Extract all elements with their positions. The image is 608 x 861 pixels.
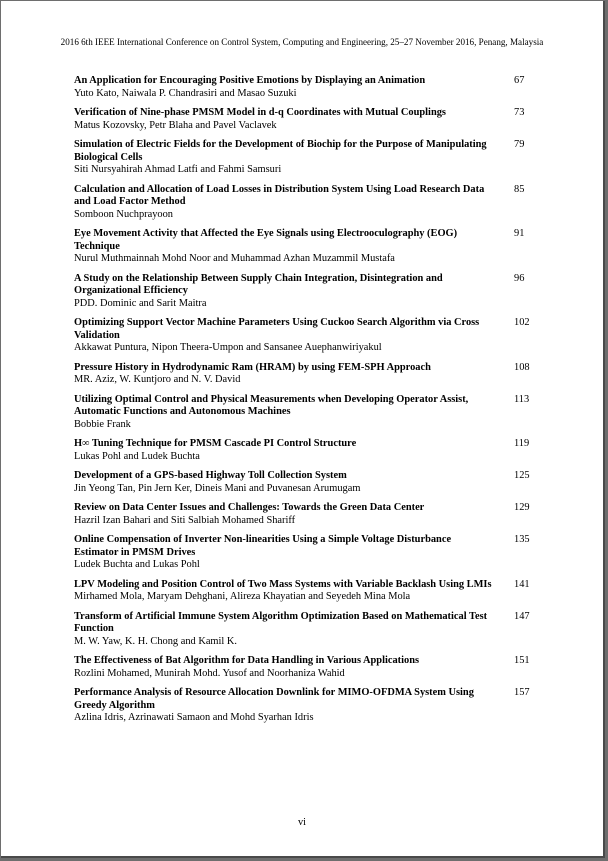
toc-entry-authors: Matus Kozovsky, Petr Blaha and Pavel Vaclavek — [74, 119, 277, 131]
toc-entry-page-number: 129 — [514, 502, 530, 513]
toc-entry-page-number: 85 — [514, 183, 525, 195]
toc-entry — [74, 317, 534, 355]
toc-entry — [74, 394, 534, 432]
toc-entry — [74, 75, 534, 100]
toc-entry — [74, 139, 534, 177]
toc-entry-title: Eye Movement Activity that Affected the Eye Signals using Electrooculography (EOG) Technique — [74, 228, 458, 252]
toc-entry-authors: MR. Aziz, W. Kuntjoro and N. V. David — [74, 374, 241, 385]
toc-entry — [74, 273, 534, 311]
toc-entry-title: Transform of Artificial Immune System Algorithm Optimization Based on Mathematical Test Function — [74, 610, 488, 634]
toc-entry-title: LPV Modeling and Position Control of Two Mass Systems with Variable Backlash Using LMIs — [74, 578, 492, 590]
toc-entry-authors: Yuto Kato, Naiwala P. Chandrasiri and Masao Suzuki — [74, 87, 297, 99]
toc-entry-page-number: 113 — [514, 393, 530, 405]
toc-entry-title: An Application for Encouraging Positive Emotions by Displaying an Animation — [74, 75, 426, 86]
toc-entry-page-number: 157 — [514, 687, 530, 698]
toc-entry-page-number: 151 — [514, 655, 530, 666]
toc-entry-title: Performance Analysis of Resource Allocation Downlink for MIMO-OFDMA System Using Greedy Algorithm — [74, 687, 474, 711]
toc-entry-page-number: 108 — [514, 361, 530, 373]
toc-entry-page-number: 141 — [514, 578, 530, 590]
toc-entry-authors: Siti Nursyahirah Ahmad Latfi and Fahmi Samsuri — [74, 164, 282, 175]
toc-entry-page-number: 147 — [514, 610, 530, 622]
conference-header: 2016 6th IEEE International Conference on Control System, Computing and Engineering, 25–27 November 2016, Penang, Malaysia — [60, 37, 544, 47]
toc-entry-page-number: 67 — [514, 75, 525, 86]
toc-entry — [74, 534, 534, 572]
toc-entry — [74, 655, 534, 680]
toc-entry-title: The Effectiveness of Bat Algorithm for Data Handling in Various Applications — [74, 655, 420, 666]
toc-entry — [74, 611, 534, 649]
toc-entry-authors: Lukas Pohl and Ludek Buchta — [74, 450, 200, 462]
toc-entry-title: Online Compensation of Inverter Non-linearities Using a Simple Voltage Disturbance Estimator in PMSM Drives — [74, 534, 452, 558]
toc-entry — [74, 470, 534, 495]
toc-entry-authors: Hazril Izan Bahari and Siti Salbiah Mohamed Shariff — [74, 514, 296, 526]
page-number: vi — [297, 817, 307, 828]
toc-entry — [74, 362, 534, 387]
toc-entry — [74, 228, 534, 266]
toc-entry — [74, 184, 534, 222]
toc-entry-page-number: 73 — [514, 107, 525, 118]
toc-entry-page-number: 102 — [514, 317, 530, 328]
toc-entry — [74, 579, 534, 604]
toc-entry-authors: Akkawat Puntura, Nipon Theera-Umpon and Sansanee Auephanwiriyakul — [74, 342, 382, 353]
toc-entry-title: Optimizing Support Vector Machine Parameters Using Cuckoo Search Algorithm via Cross Validation — [74, 317, 480, 341]
toc-entry — [74, 502, 534, 527]
toc-entry-title: Calculation and Allocation of Load Losses in Distribution System Using Load Research Data and Load Factor Method — [74, 183, 485, 207]
toc-entry-page-number: 96 — [514, 272, 525, 284]
toc-entry-page-number: 135 — [514, 534, 530, 545]
toc-entry — [74, 107, 534, 132]
toc-entry-authors: Rozlini Mohamed, Munirah Mohd. Yusof and Noorhaniza Wahid — [74, 667, 345, 679]
toc-entry-authors: M. W. Yaw, K. H. Chong and Kamil K. — [74, 635, 237, 647]
toc-entry-title: Simulation of Electric Fields for the Development of Biochip for the Purpose of Manipulating Biological Cells — [74, 139, 487, 163]
table-of-contents — [74, 75, 534, 732]
toc-entry-title: A Study on the Relationship Between Supply Chain Integration, Disintegration and Organizational Efficiency — [74, 272, 443, 296]
toc-entry-page-number: 91 — [514, 228, 525, 239]
toc-entry-authors: Somboon Nuchprayoon — [74, 208, 173, 220]
toc-entry-authors: Nurul Muthmainnah Mohd Noor and Muhammad Azhan Muzammil Mustafa — [74, 253, 395, 264]
toc-entry-title: Verification of Nine-phase PMSM Model in d-q Coordinates with Mutual Couplings — [74, 107, 446, 118]
toc-entry-title: Development of a GPS-based Highway Toll Collection System — [74, 470, 347, 481]
toc-entry-page-number: 119 — [514, 438, 530, 449]
toc-entry-authors: Bobbie Frank — [74, 418, 131, 430]
toc-entry-authors: PDD. Dominic and Sarit Maitra — [74, 297, 207, 309]
toc-entry — [74, 687, 534, 725]
toc-entry-title: Pressure History in Hydrodynamic Ram (HRAM) by using FEM-SPH Approach — [74, 361, 431, 373]
toc-entry-authors: Azlina Idris, Azrinawati Samaon and Mohd Syarhan Idris — [74, 712, 314, 723]
document-page — [1, 1, 605, 858]
toc-entry-title: Utilizing Optimal Control and Physical Measurements when Developing Operator Assist, Automatic Functions and Autonomous Machines — [74, 393, 469, 417]
toc-entry-authors: Jin Yeong Tan, Pin Jern Ker, Dineis Mani and Puvanesan Arumugam — [74, 482, 361, 494]
toc-entry-page-number: 125 — [514, 470, 530, 481]
toc-entry — [74, 438, 534, 463]
toc-entry-title: Review on Data Center Issues and Challenges: Towards the Green Data Center — [74, 502, 425, 513]
toc-entry-title: H∞ Tuning Technique for PMSM Cascade PI Control Structure — [74, 438, 357, 449]
toc-entry-authors: Mirhamed Mola, Maryam Dehghani, Alireza Khayatian and Seyedeh Mina Mola — [74, 591, 411, 602]
toc-entry-page-number: 79 — [514, 139, 525, 150]
toc-entry-authors: Ludek Buchta and Lukas Pohl — [74, 559, 200, 570]
